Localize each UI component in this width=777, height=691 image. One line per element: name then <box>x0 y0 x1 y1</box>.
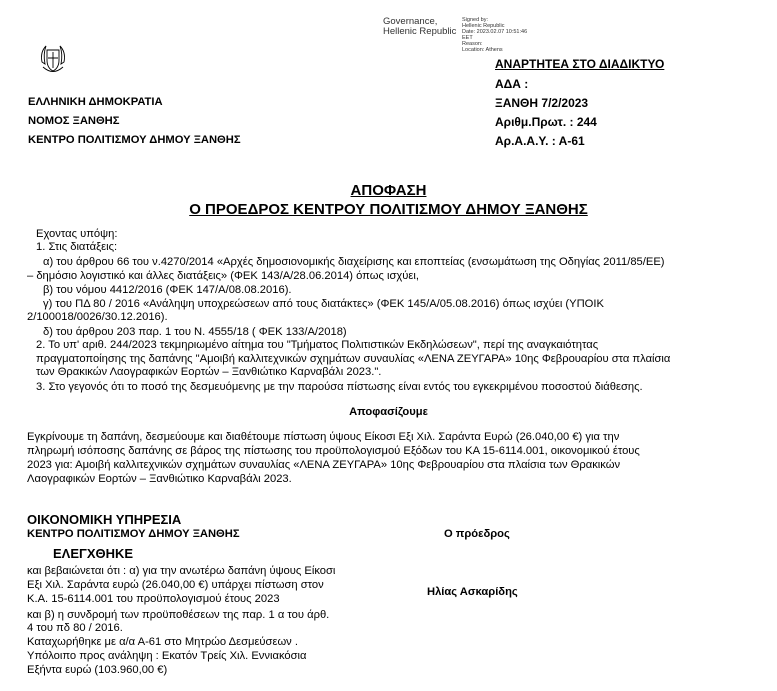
signature-detail: Signed by: <box>462 17 488 23</box>
finance-line: Υπόλοιπο προς ανάληψη : Εκατόν Τρείς Χιλ. Εννιακόσια <box>27 650 307 662</box>
decision-title: ΑΠΟΦΑΣΗ <box>350 182 427 199</box>
decision-subtitle: Ο ΠΡΟΕΔΡΟΣ ΚΕΝΤΡΟΥ ΠΟΛΙΤΙΣΜΟΥ ΔΗΜΟΥ ΞΑΝΘΗΣ <box>189 201 588 218</box>
header-prefecture: ΝΟΜΟΣ ΞΑΝΘΗΣ <box>28 115 120 127</box>
protocol-number: Αριθμ.Πρωτ. : 244 <box>495 115 597 129</box>
body-line: 2. Το υπ' αριθ. 244/2023 τεκμηριωμένο αίτημα του "Τμήματος Πολιτιστικών Εκδηλώσεων", περί της αναγκαιότητας <box>36 339 599 351</box>
president-name: Ηλίας Ασκαρίδης <box>427 586 518 598</box>
finance-line: και β) η συνδρομή των προϋποθέσεων της παρ. 1 α του άρθ. <box>27 609 330 621</box>
header-organization: ΚΕΝΤΡΟ ΠΟΛΙΤΙΣΜΟΥ ΔΗΜΟΥ ΞΑΝΘΗΣ <box>28 134 241 146</box>
signature-line-1: Governance, <box>383 16 438 27</box>
place-date: ΞΑΝΘΗ 7/2/2023 <box>495 96 589 110</box>
body-line: των Θρακικών Λαογραφικών Εορτών – Ξανθιώτικο Καρναβάλι 2023.". <box>36 366 382 378</box>
finance-heading: ΟΙΚΟΝΟΜΙΚΗ ΥΠΗΡΕΣΙΑ <box>27 512 182 527</box>
finance-line: Κ.Α. 15-6114.001 του προϋπολογισμού έτους 2023 <box>27 593 280 605</box>
coat-of-arms-emblem <box>38 40 68 80</box>
body-line: β) του νόμου 4412/2016 (ΦΕΚ 147/Α/08.08.2016). <box>43 284 292 296</box>
decision-line: 2023 για: Αμοιβή καλλιτεχνικών σχημάτων συναυλίας «ΛΕΝΑ ΖΕΥΓΑΡΑ» 10ης Φεβρουαρίου στα πλαίσια των Θρακικών <box>27 459 621 471</box>
signature-detail: EET <box>462 35 473 41</box>
finance-line: Εξι Χιλ. Σαράντα ευρώ (26.040,00 €) υπάρχει πίστωση στον <box>27 579 324 591</box>
ada-label: ΑΔΑ : <box>495 77 529 91</box>
finance-line: Εξήντα ευρώ (103.960,00 €) <box>27 664 168 676</box>
signature-detail: Hellenic Republic <box>462 23 505 29</box>
decision-line: πληρωμή ισόποσης δαπάνης σε βάρος της πίστωσης του προϋπολογισμού Εξόδων του ΚΑ 15-6114.001, οικονομικού έτους <box>27 445 640 457</box>
body-line: – δημόσιο λογιστικό και άλλες διατάξεις» (ΦΕΚ 143/Α/28.06.2014) όπως ισχύει, <box>27 270 419 282</box>
signature-detail: Date: 2023.02.07 10:51:46 <box>462 29 528 35</box>
checked-label: ΕΛΕΓΧΘΗΚΕ <box>53 546 134 561</box>
finance-line: και βεβαιώνεται ότι : α) για την ανωτέρω δαπάνη ύψους Είκοσι <box>27 565 336 577</box>
body-line: γ) του ΠΔ 80 / 2016 «Ανάληψη υποχρεώσεων από τους διατάκτες» (ΦΕΚ 145/Α/05.08.2016) όπως ισχύει (ΥΠΟΙΚ <box>43 298 604 310</box>
posted-online-label: ΑΝΑΡΤΗΤΕΑ ΣΤΟ ΔΙΑΔΙΚΤΥΟ <box>495 57 665 71</box>
signature-details <box>462 17 527 53</box>
president-title: Ο πρόεδρος <box>444 528 510 540</box>
body-line: 3. Στο γεγονός ότι το ποσό της δεσμευόμενης με την παρούσα πίστωσης είναι εντός του εγκεκριμένου ποσοστού διάθεσης. <box>36 381 643 393</box>
body-line: 2/100018/0026/30.12.2016). <box>27 311 168 323</box>
decide-heading: Αποφασίζουμε <box>349 406 428 418</box>
body-line: 1. Στις διατάξεις: <box>36 241 118 253</box>
decision-line: Λαογραφικών Εορτών – Ξανθιώτικο Καρναβάλι 2023. <box>27 473 292 485</box>
decision-line: Εγκρίνουμε τη δαπάνη, δεσμεύουμε και διαθέτουμε πίστωση ύψους Είκοσι Εξι Χιλ. Σαράντα Ευρώ (26.040,00 €) για την <box>27 431 620 443</box>
finance-line: 4 του πδ 80 / 2016. <box>27 622 123 634</box>
body-line: δ) του άρθρου 203 παρ. 1 του Ν. 4555/18 ( ΦΕΚ 133/Α/2018) <box>43 326 347 338</box>
body-line: πραγματοποίησης της δαπάνης "Αμοιβή καλλιτεχνικών σχημάτων συναυλίας «ΛΕΝΑ ΖΕΥΓΑΡΑ» 10ης Φεβρουαρίου στα πλαίσια <box>36 353 671 365</box>
body-line: Εχοντας υπόψη: <box>36 228 118 240</box>
signature-detail: Location: Athens <box>462 47 503 53</box>
finance-line: Καταχωρήθηκε με α/α Α-61 στο Μητρώο Δεσμεύσεων . <box>27 636 298 648</box>
finance-subheading: ΚΕΝΤΡΟ ΠΟΛΙΤΙΣΜΟΥ ΔΗΜΟΥ ΞΑΝΘΗΣ <box>27 528 240 540</box>
signature-line-2: Hellenic Republic <box>383 26 457 37</box>
signature-detail: Reason: <box>462 41 483 47</box>
aay-number: Αρ.Α.Α.Υ. : Α-61 <box>495 134 585 148</box>
header-republic: ΕΛΛΗΝΙΚΗ ΔΗΜΟΚΡΑΤΙΑ <box>28 96 163 108</box>
body-line: α) του άρθρου 66 του ν.4270/2014 «Αρχές δημοσιονομικής διαχείρισης και εποπτείας (ενσωμάτωση της Οδηγίας 2011/85/ΕΕ) <box>43 256 665 268</box>
